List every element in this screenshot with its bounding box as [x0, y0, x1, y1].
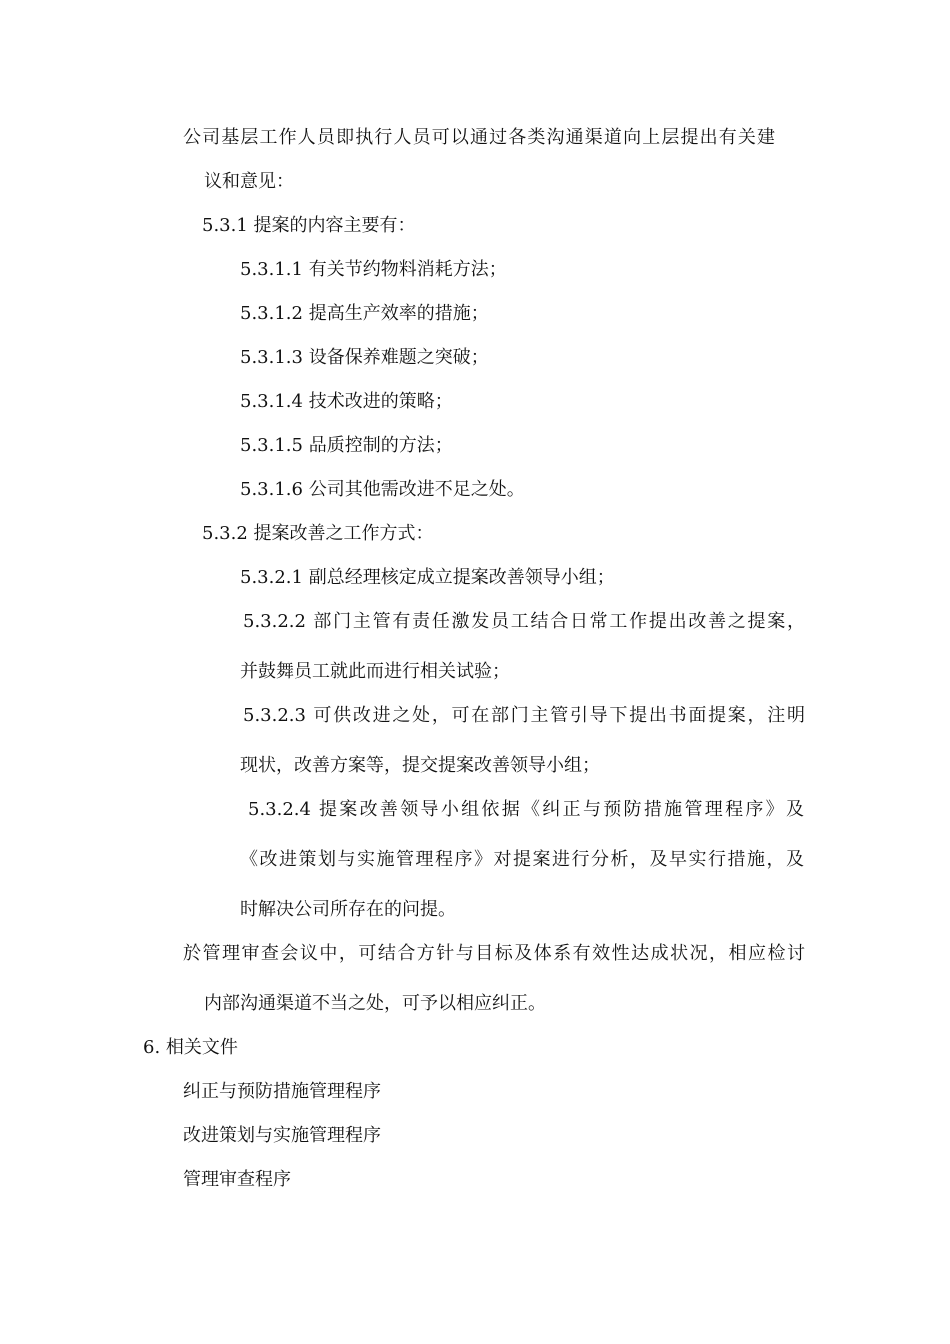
related-document: 改进策划与实施管理程序 [183, 1125, 381, 1146]
list-item: 5.3.2.3 可供改进之处，可在部门主管引导下提出书面提案，注明 [243, 705, 805, 726]
list-item: 5.3.1.2 提高生产效率的措施； [240, 303, 489, 324]
list-item: 5.3.1.4 技术改进的策略； [240, 391, 453, 412]
section-heading: 6. 相关文件 [143, 1037, 238, 1058]
paragraph-line: 於管理审查会议中，可结合方针与目标及体系有效性达成状况，相应检讨 [183, 943, 805, 964]
list-item-continuation: 《改进策划与实施管理程序》对提案进行分析，及早实行措施，及 [240, 849, 804, 870]
related-document: 管理审查程序 [183, 1169, 291, 1190]
paragraph-line: 内部沟通渠道不当之处，可予以相应纠正。 [204, 993, 546, 1014]
paragraph-line: 议和意见： [204, 171, 294, 192]
section-heading: 5.3.1 提案的内容主要有： [202, 215, 416, 236]
list-item: 5.3.1.1 有关节约物料消耗方法； [240, 259, 507, 280]
list-item: 5.3.2.2 部门主管有责任激发员工结合日常工作提出改善之提案， [243, 611, 805, 632]
list-item-continuation: 现状，改善方案等，提交提案改善领导小组； [240, 755, 600, 776]
section-heading: 5.3.2 提案改善之工作方式： [202, 523, 434, 544]
list-item: 5.3.1.6 公司其他需改进不足之处。 [240, 479, 525, 500]
list-item-continuation: 时解决公司所存在的问提。 [240, 899, 456, 920]
list-item: 5.3.1.5 品质控制的方法； [240, 435, 453, 456]
list-item-continuation: 并鼓舞员工就此而进行相关试验； [240, 661, 510, 682]
list-item: 5.3.1.3 设备保养难题之突破； [240, 347, 489, 368]
list-item: 5.3.2.1 副总经理核定成立提案改善领导小组； [240, 567, 615, 588]
paragraph-line: 公司基层工作人员即执行人员可以通过各类沟通渠道向上层提出有关建 [183, 127, 775, 148]
list-item: 5.3.2.4 提案改善领导小组依据《纠正与预防措施管理程序》及 [248, 799, 804, 820]
related-document: 纠正与预防措施管理程序 [183, 1081, 381, 1102]
